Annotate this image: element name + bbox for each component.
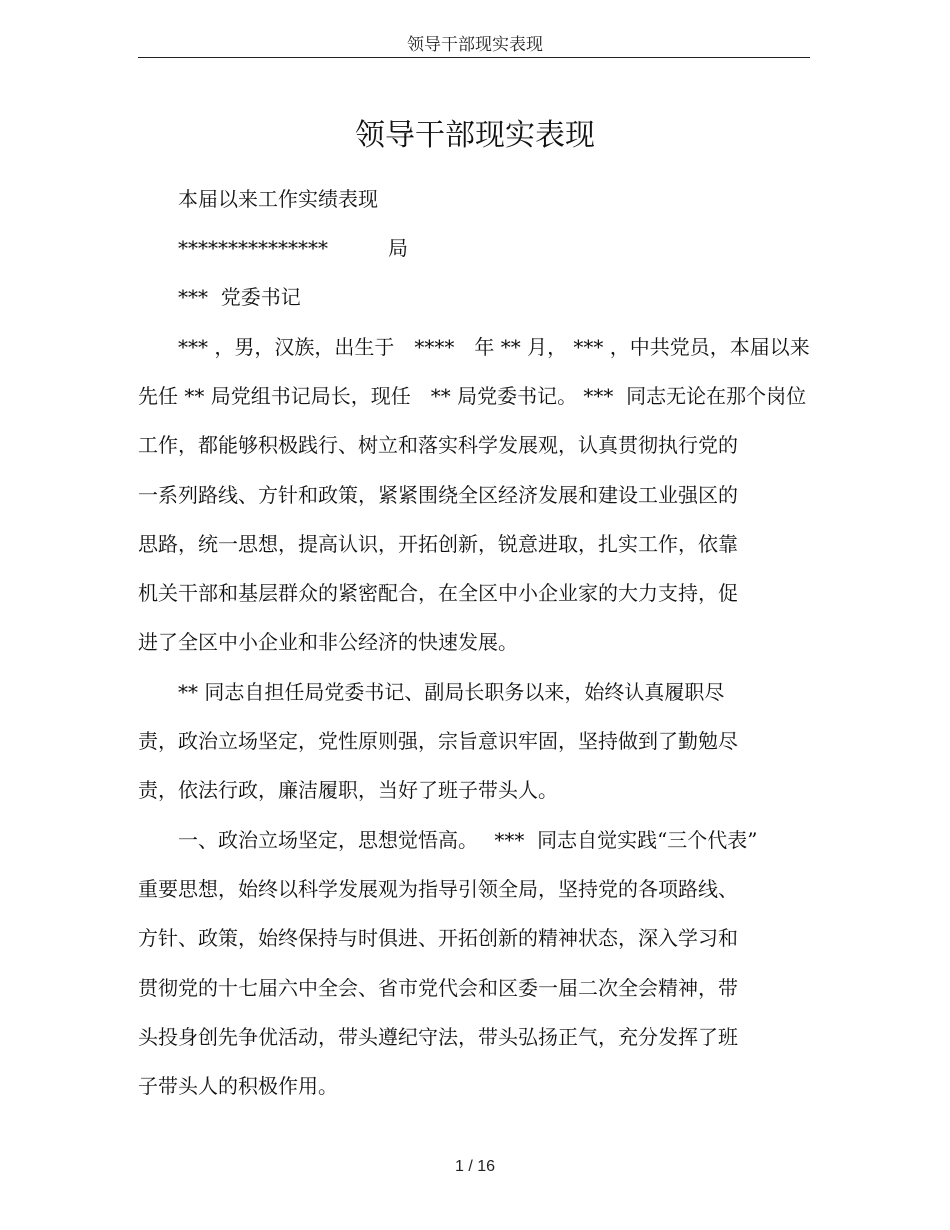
body-line: 先任 ** 局党组书记局长，现任 ** 局党委书记。 *** 同志无论在那个岗位 — [138, 384, 807, 408]
body-line: *** 党委书记 — [138, 285, 301, 309]
body-line: 本届以来工作实绩表现 — [138, 187, 378, 211]
body-line: 一、政治立场坚定，思想觉悟高。 *** 同志自觉实践“三个代表” — [138, 828, 758, 852]
body-line: 子带头人的积极作用。 — [138, 1074, 338, 1098]
body-line: 思路，统一思想，提高认识，开拓创新，锐意进取，扎实工作，依靠 — [138, 532, 738, 556]
body-line: 头投身创先争优活动，带头遵纪守法，带头弘扬正气，充分发挥了班 — [138, 1025, 738, 1049]
body-line: 责，政治立场坚定，党性原则强，宗旨意识牢固，坚持做到了勤勉尽 — [138, 729, 738, 753]
body-line: 方针、政策，始终保持与时俱进、开拓创新的精神状态，深入学习和 — [138, 926, 738, 950]
body-line: *** ，男，汉族，出生于 **** 年 ** 月， *** ，中共党员，本届以来 — [138, 335, 810, 359]
document-title: 领导干部现实表现 — [355, 118, 595, 153]
header-divider — [138, 57, 810, 58]
body-line: 重要思想，始终以科学发展观为指导引领全局，坚持党的各项路线、 — [138, 877, 738, 901]
body-line: 机关干部和基层群众的紧密配合，在全区中小企业家的大力支持，促 — [138, 581, 738, 605]
running-header: 领导干部现实表现 — [407, 35, 543, 55]
page-indicator: 1 / 16 — [454, 1158, 496, 1175]
body-line: *************** 局 — [138, 236, 408, 260]
body-line: 责，依法行政，廉洁履职，当好了班子带头人。 — [138, 778, 558, 802]
body-line: 贯彻党的十七届六中全会、省市党代会和区委一届二次全会精神，带 — [138, 976, 738, 1000]
body-line: 一系列路线、方针和政策，紧紧围绕全区经济发展和建设工业强区的 — [138, 483, 738, 507]
body-line: ** 同志自担任局党委书记、副局长职务以来，始终认真履职尽 — [138, 680, 725, 704]
body-line: 工作，都能够积极践行、树立和落实科学发展观，认真贯彻执行党的 — [138, 433, 738, 457]
body-line: 进了全区中小企业和非公经济的快速发展。 — [138, 630, 518, 654]
